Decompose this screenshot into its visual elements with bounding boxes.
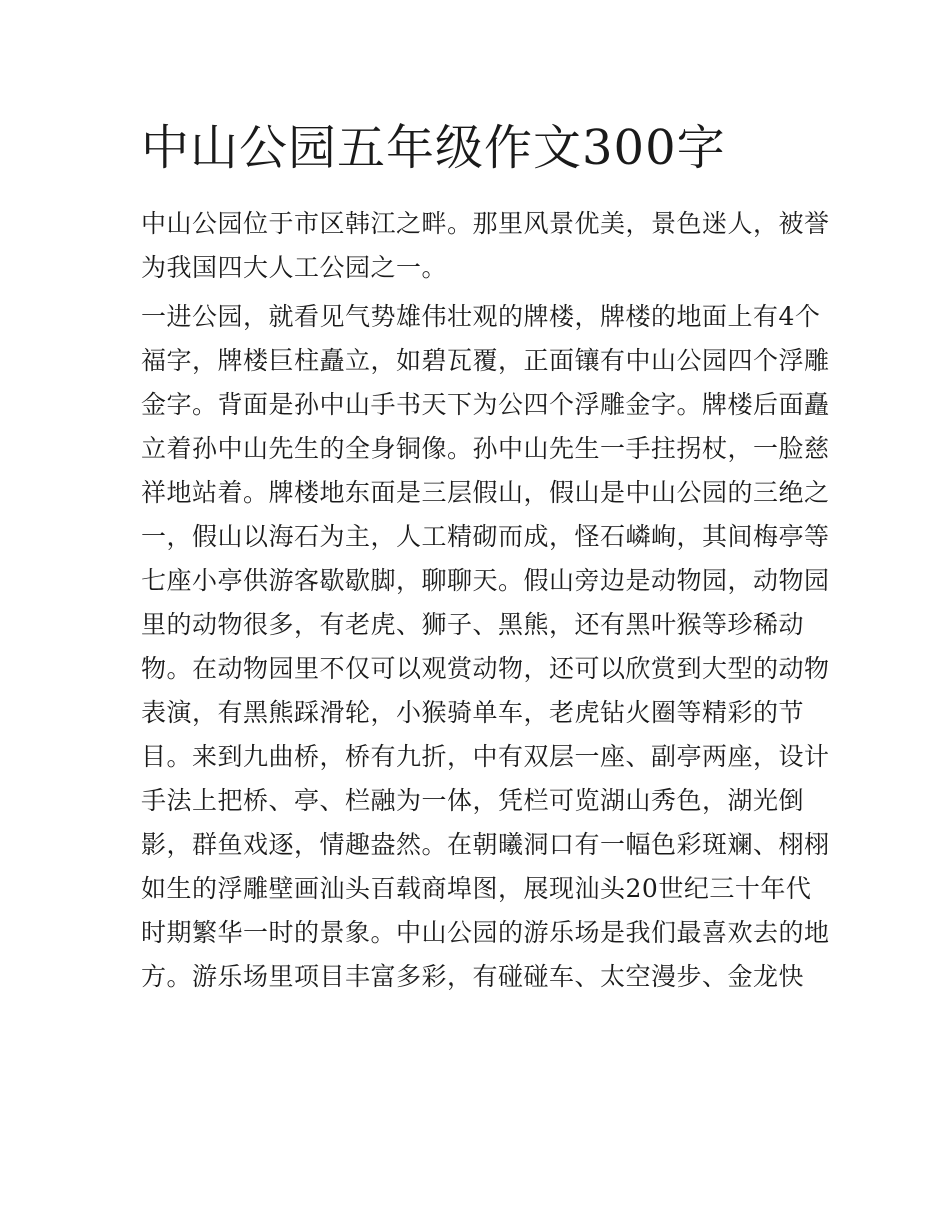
page-title: 中山公园五年级作文300字 [141,120,726,176]
text-line: 里的动物很多，有老虎、狮子、黑熊，还有黑叶猴等珍稀动 [141,610,805,639]
text-line: 一进公园，就看见气势雄伟壮观的牌楼，牌楼的地面上有4个 [141,302,821,331]
text-line: 影，群鱼戏逐，情趣盎然。在朝曦洞口有一幅色彩斑斓、栩栩 [141,830,830,859]
text-line: 祥地站着。牌楼地东面是三层假山，假山是中山公园的三绝之 [141,478,830,507]
text-line: 七座小亭供游客歇歇脚，聊聊天。假山旁边是动物园，动物园 [141,566,830,595]
text-line: 中山公园位于市区韩江之畔。那里风景优美，景色迷人，被誉 [141,209,830,238]
text-line: 福字，牌楼巨柱矗立，如碧瓦覆，正面镶有中山公园四个浮雕 [141,346,830,375]
text-line: 表演，有黑熊踩滑轮，小猴骑单车，老虎钻火圈等精彩的节 [141,698,805,727]
paragraph-intro [141,202,830,290]
text-line: 时期繁华一时的景象。中山公园的游乐场是我们最喜欢去的地 [141,918,830,947]
text-line: 手法上把桥、亭、栏融为一体，凭栏可览湖山秀色，湖光倒 [141,786,805,815]
text-line: 物。在动物园里不仅可以观赏动物，还可以欣赏到大型的动物 [141,654,830,683]
text-line: 金字。背面是孙中山手书天下为公四个浮雕金字。牌楼后面矗 [141,390,830,419]
text-line: 如生的浮雕壁画汕头百载商埠图，展现汕头20世纪三十年代 [141,874,812,903]
text-line: 立着孙中山先生的全身铜像。孙中山先生一手拄拐杖，一脸慈 [141,434,830,463]
text-line: 为我国四大人工公园之一。 [141,253,448,282]
text-line: 目。来到九曲桥，桥有九折，中有双层一座、副亭两座，设计 [141,742,830,771]
paragraph-main [141,295,830,999]
document-body [141,202,830,999]
text-line: 方。游乐场里项目丰富多彩，有碰碰车、太空漫步、金龙快 [141,962,805,991]
text-line: 一，假山以海石为主，人工精砌而成，怪石嶙峋，其间梅亭等 [141,522,830,551]
